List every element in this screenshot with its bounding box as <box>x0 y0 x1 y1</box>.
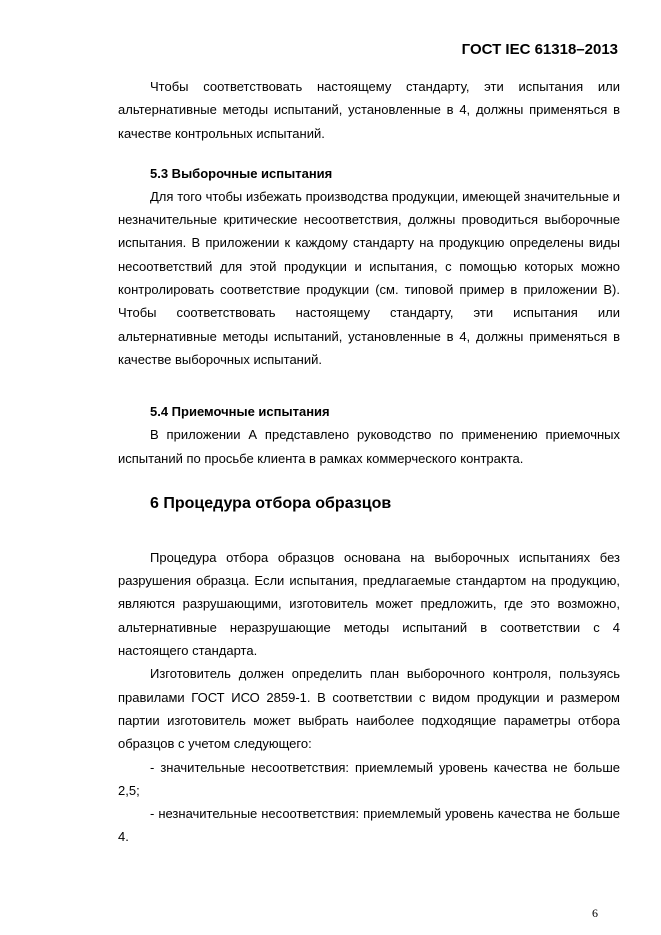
section-5-3-heading: 5.3 Выборочные испытания <box>150 165 333 181</box>
intro-paragraph: Чтобы соответствовать настоящему стандарту, эти испытания или альтернативные методы испытаний, установленные в 4, должны применяться в качестве контрольных испытаний. <box>118 79 620 141</box>
section-6-heading: 6 Процедура отбора образцов <box>150 494 392 512</box>
section-5-3-paragraph: Для того чтобы избежать производства продукции, имеющей значительные и незначительные критические несоответствия, должны проводиться выборочные испытания. В приложении к каждому стандарту на продукцию определены виды несоответствий для этой продукции и испытания, с помощью которых можно контролировать соответствие продукции (см. типовой пример в приложении В). Чтобы соответствовать настоящему стандарту, эти испытания или альтернативные методы испытаний, установленные в 4, должны применяться в качестве выборочных испытаний. <box>118 188 620 367</box>
section-6-paragraph-1: Процедура отбора образцов основана на выборочных испытаниях без разрушения образца. Если испытания, предлагаемые стандартом на продукцию, являются разрушающими, изготовитель может предложить, где это возможно, альтернативные неразрушающие методы испытаний в соответствии с 4 настоящего стандарта. <box>118 549 620 659</box>
section-5-4-heading: 5.4 Приемочные испытания <box>150 404 330 420</box>
section-6-paragraph-2: Изготовитель должен определить план выборочного контроля, пользуясь правилами ГОСТ ИСО 2859-1. В соответствии с видом продукции и размером партии изготовитель может выбрать наиболее подходящие параметры отбора образцов с учетом следующего: <box>118 666 620 752</box>
page-body <box>118 75 620 849</box>
page-number: 6 <box>592 906 598 920</box>
document-code-header: ГОСТ IEC 61318–2013 <box>461 41 618 58</box>
list-item: - незначительные несоответствия: приемлемый уровень качества не больше 4. <box>118 806 620 845</box>
list-item: - значительные несоответствия: приемлемый уровень качества не больше 2,5; <box>118 759 620 798</box>
section-5-4-paragraph: В приложении А представлено руководство по применению приемочных испытаний по просьбе клиента в рамках коммерческого контракта. <box>118 427 620 466</box>
